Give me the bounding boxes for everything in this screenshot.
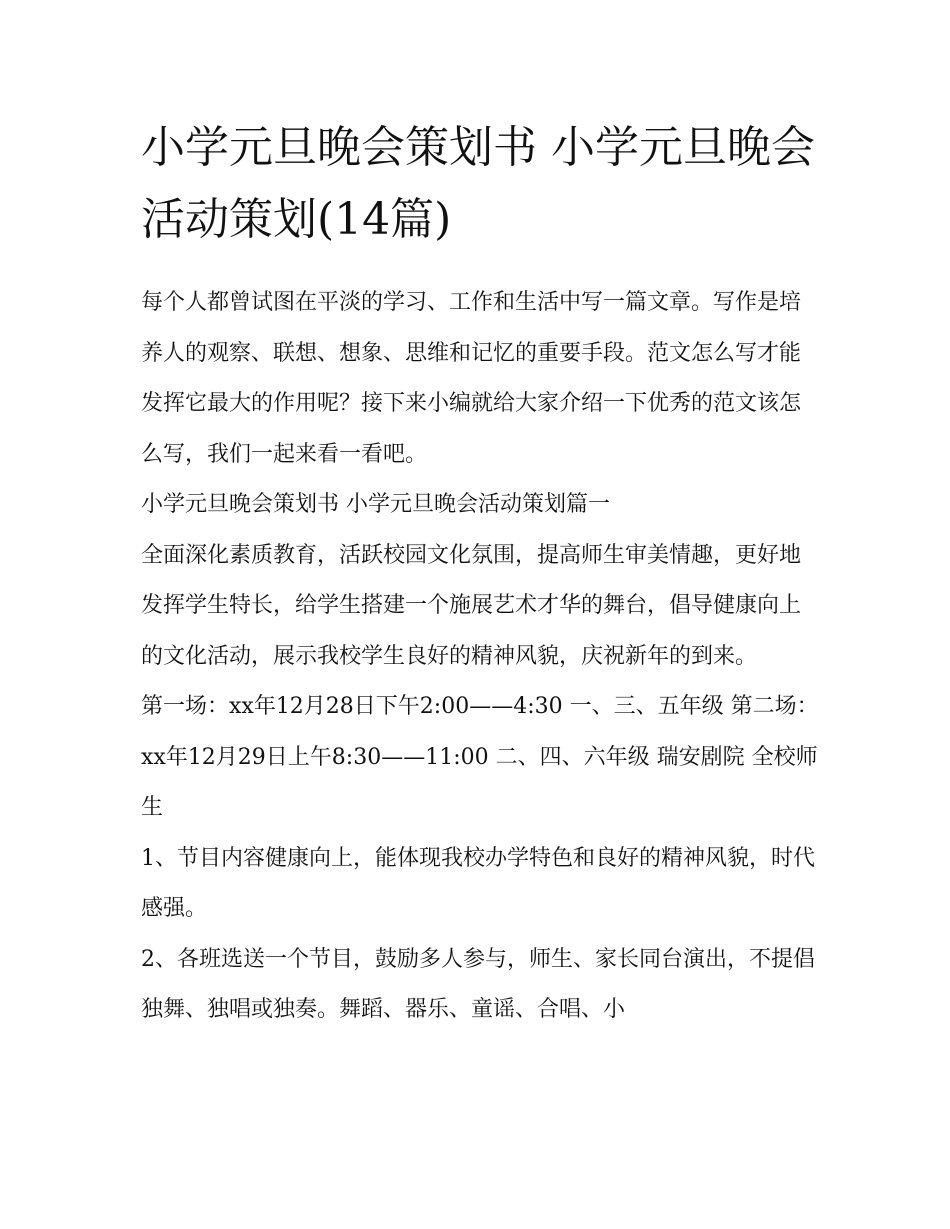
document-title: 小学元旦晚会策划书 小学元旦晚会活动策划(14篇): [141, 122, 815, 245]
document-body: [141, 278, 821, 1036]
schedule-paragraph: 第一场：xx年12月28日下午2:00——4:30 一、三、五年级 第二场：xx年12月29日上午8:30——11:00 二、四、六年级 瑞安剧院 全校师生: [141, 694, 819, 820]
requirement-item-2: 2、各班选送一个节目，鼓励多人参与，师生、家长同台演出，不提倡独舞、独唱或独奏。舞蹈、器乐、童谣、合唱、小: [141, 946, 815, 1022]
section-heading: 小学元旦晚会策划书 小学元旦晚会活动策划篇一: [141, 492, 610, 517]
requirement-item-1: 1、节目内容健康向上，能体现我校办学特色和良好的精神风貌，时代感强。: [141, 845, 815, 921]
intro-paragraph: 每个人都曾试图在平淡的学习、工作和生活中写一篇文章。写作是培养人的观察、联想、想象、思维和记忆的重要手段。范文怎么写才能发挥它最大的作用呢？接下来小编就给大家介绍一下优秀的范文该怎么写，我们一起来看一看吧。: [141, 290, 802, 467]
purpose-paragraph: 全面深化素质教育，活跃校园文化氛围，提高师生审美情趣，更好地发挥学生特长，给学生搭建一个施展艺术才华的舞台，倡导健康向上的文化活动，展示我校学生良好的精神风貌，庆祝新年的到来。: [141, 542, 802, 669]
